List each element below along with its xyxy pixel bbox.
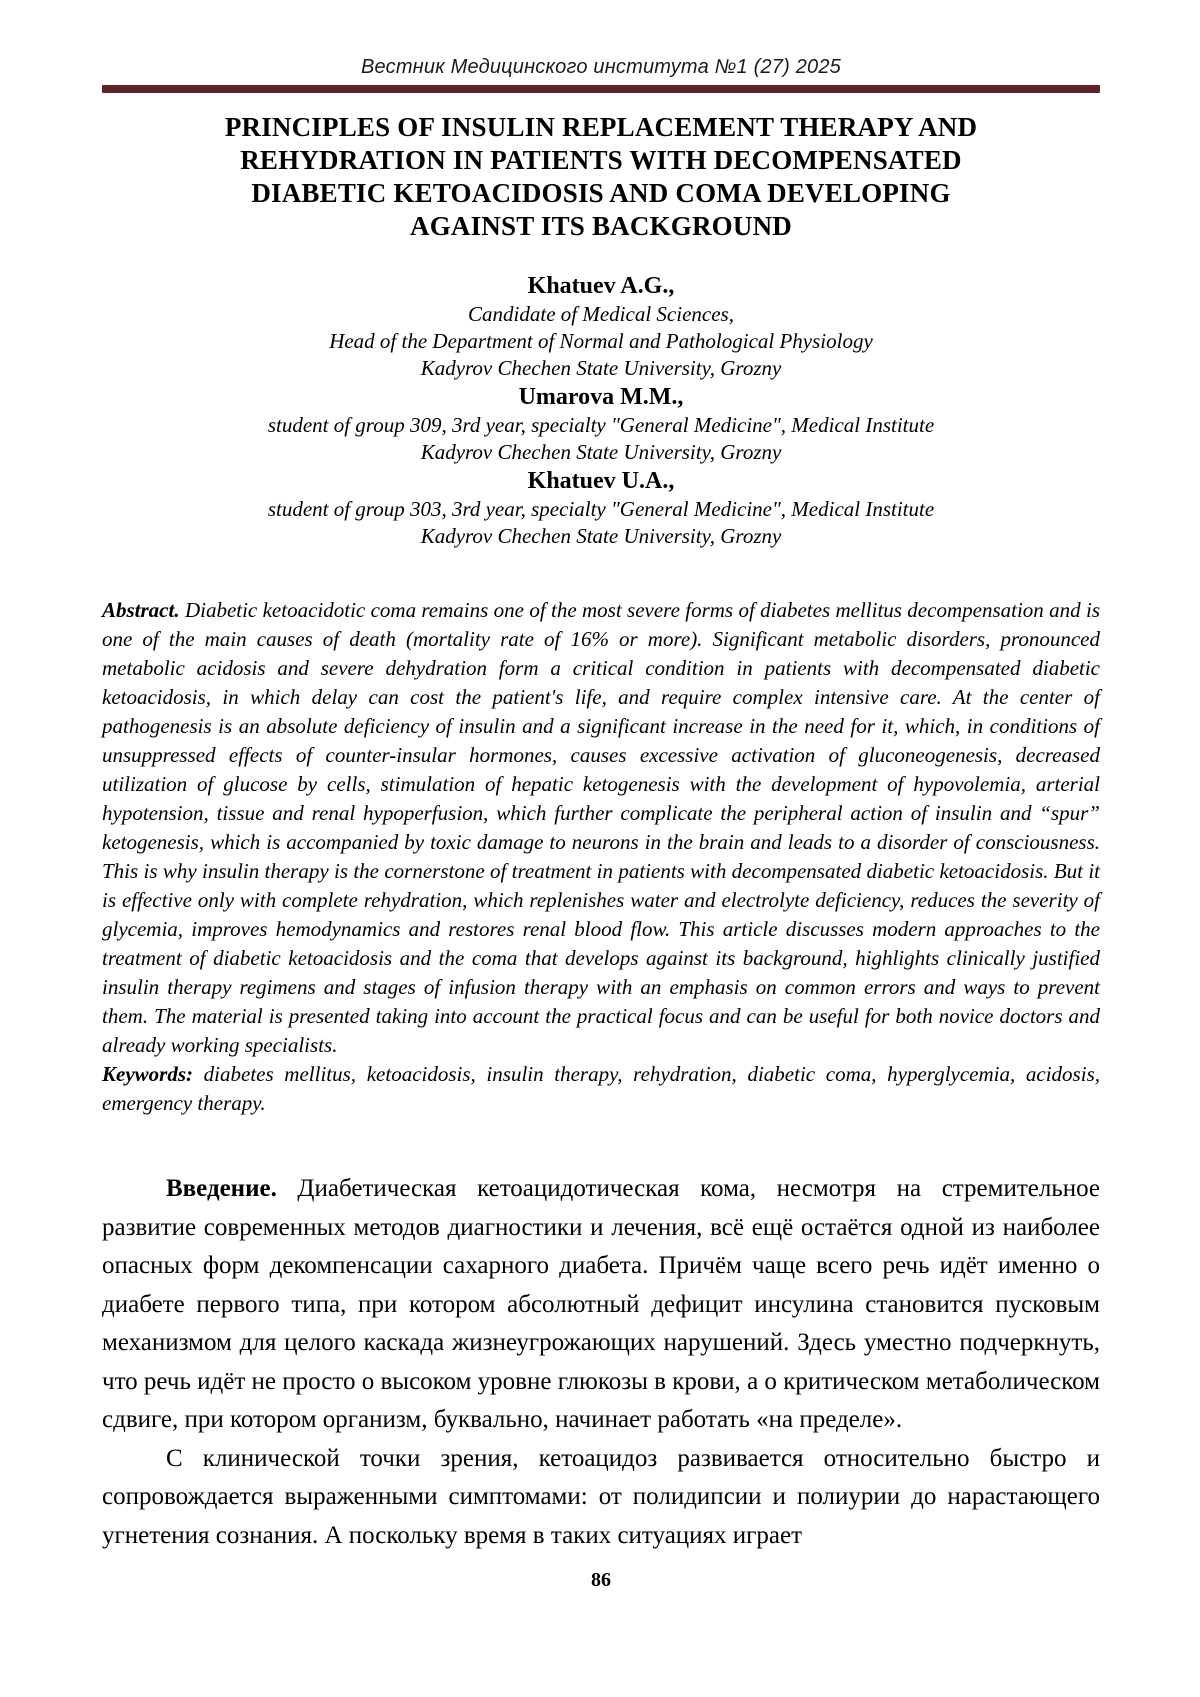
article-title-line: DIABETIC KETOACIDOSIS AND COMA DEVELOPING — [251, 178, 951, 208]
header-rule-divider — [102, 85, 1100, 93]
author-block — [102, 466, 1100, 550]
introduction-text-1: Диабетическая кетоацидотическая кома, несмотря на стремительное развитие современных методов диагностики и лечения, всё ещё остаётся одной из наиболее опасных форм декомпенсации сахарного диабета. Причём чаще всего речь идёт именно о диабете первого типа, при котором абсолютный дефицит инсулина становится пусковым механизмом для целого каскада жизнеугрожающих нарушений. Здесь уместно подчеркнуть, что речь идёт не просто о высоком уровне глюкозы в крови, а о критическом метаболическом сдвиге, при котором организм, буквально, начинает работать «на пределе». — [102, 1175, 1100, 1433]
introduction-paragraph-2: С клинической точки зрения, кетоацидоз развивается относительно быстро и сопровождается выраженными симптомами: от полидипсии и полиурии до нарастающего угнетения сознания. А поскольку время в таких ситуациях играет — [102, 1444, 1100, 1549]
author-block — [102, 382, 1100, 466]
author-block — [102, 271, 1100, 382]
keywords-text: diabetes mellitus, ketoacidosis, insulin therapy, rehydration, diabetic coma, hyperglycemia, acidosis, emergency therapy. — [102, 1062, 1100, 1115]
article-title-line: AGAINST ITS BACKGROUND — [410, 211, 792, 241]
author-affiliation: Kadyrov Chechen State University, Grozny — [420, 356, 782, 380]
author-name: Khatuev A.G., — [527, 273, 675, 299]
author-affiliation: Head of the Department of Normal and Pathological Physiology — [329, 329, 873, 353]
introduction-paragraph-1 — [102, 1170, 1100, 1440]
authors-section — [102, 271, 1100, 550]
author-affiliation: Kadyrov Chechen State University, Grozny — [420, 524, 782, 548]
article-title-line: REHYDRATION IN PATIENTS WITH DECOMPENSATED — [240, 145, 962, 175]
journal-header: Вестник Медицинского института №1 (27) 2025 — [360, 56, 842, 78]
article-title — [102, 111, 1100, 243]
abstract-text: Diabetic ketoacidotic coma remains one of the most severe forms of diabetes mellitus decompensation and is one of the main causes of death (mortality rate of 16% or more). Significant metabolic disorders, pronounced metabolic acidosis and severe dehydration form a critical condition in patients with decompensated diabetic ketoacidosis, in which delay can cost the patient's life, and require complex intensive care. At the center of pathogenesis is an absolute deficiency of insulin and a significant increase in the need for it, which, in conditions of unsuppressed effects of counter-insular hormones, causes excessive activation of gluconeogenesis, decreased utilization of glucose by cells, stimulation of hepatic ketogenesis with the development of hypovolemia, arterial hypotension, tissue and renal hypoperfusion, which further complicate the peripheral action of insulin and “spur” ketogenesis, which is accompanied by toxic damage to neurons in the brain and leads to a disorder of consciousness. This is why insulin therapy is the cornerstone of treatment in patients with decompensated diabetic ketoacidosis. But it is effective only with complete rehydration, which replenishes water and electrolyte deficiency, reduces the severity of glycemia, improves hemodynamics and restores renal blood flow. This article discusses modern approaches to the treatment of diabetic ketoacidosis and the coma that develops against its background, highlights clinically justified insulin therapy regimens and stages of infusion therapy with an emphasis on common errors and ways to prevent them. The material is presented taking into account the practical focus and can be useful for both novice doctors and already working specialists. — [102, 598, 1100, 1057]
introduction-section — [102, 1170, 1100, 1555]
keywords-label: Keywords: — [102, 1062, 193, 1086]
author-affiliation: student of group 309, 3rd year, specialty "General Medicine", Medical Institute — [267, 413, 935, 437]
introduction-label: Введение. — [166, 1175, 277, 1202]
article-title-line: PRINCIPLES OF INSULIN REPLACEMENT THERAPY AND — [224, 112, 978, 142]
author-affiliation: Candidate of Medical Sciences, — [468, 302, 734, 326]
page-number: 86 — [591, 1569, 611, 1591]
author-affiliation: student of group 303, 3rd year, specialty "General Medicine", Medical Institute — [267, 497, 935, 521]
author-affiliation: Kadyrov Chechen State University, Grozny — [420, 440, 782, 464]
author-name: Khatuev U.A., — [527, 468, 675, 494]
abstract-paragraph — [102, 596, 1100, 1060]
author-name: Umarova M.M., — [518, 384, 684, 410]
keywords-paragraph — [102, 1060, 1100, 1118]
abstract-section — [102, 596, 1100, 1118]
abstract-label: Abstract. — [102, 598, 180, 622]
